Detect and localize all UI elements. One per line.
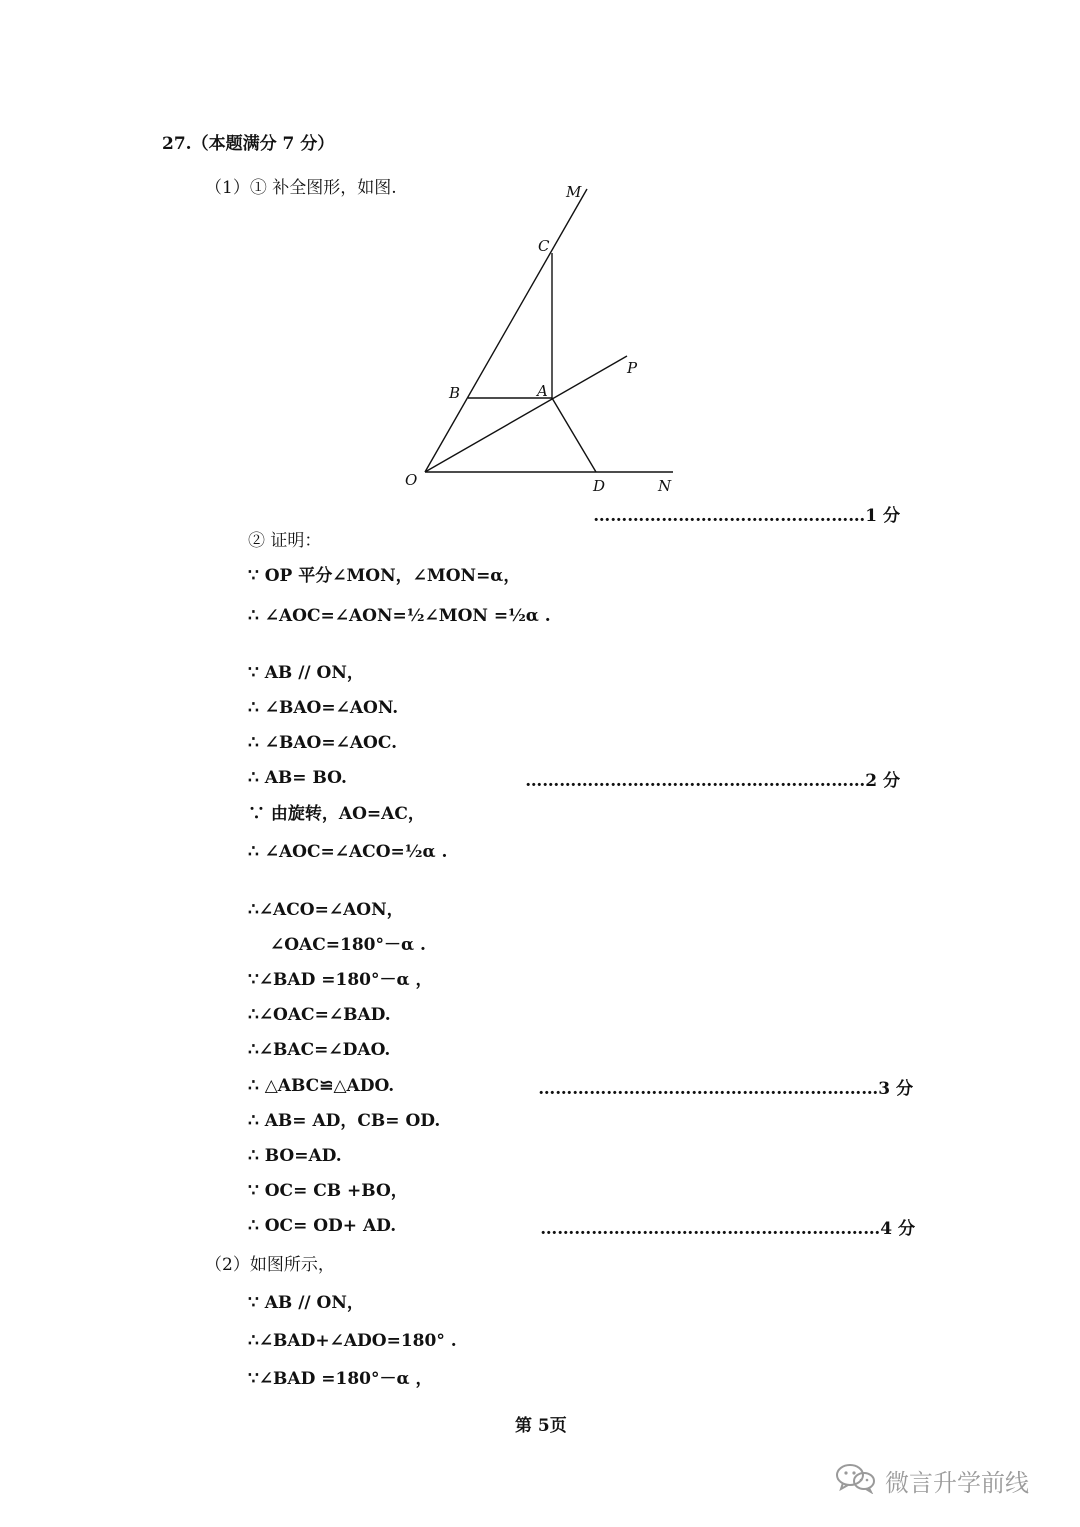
label-c: C xyxy=(538,237,550,255)
proof-line-1 xyxy=(248,566,520,586)
proof-line-18 xyxy=(248,1216,396,1236)
proof-line-text: ∵ OP 平分∠MON，∠MON=α， xyxy=(248,566,521,586)
proof-heading: ② 证明： xyxy=(248,531,322,551)
proof-line-text: ∵ 由旋转，AO=AC， xyxy=(248,804,425,824)
label-a: A xyxy=(537,382,548,400)
proof-line-16 xyxy=(248,1146,342,1166)
proof-line-2 xyxy=(248,606,551,626)
watermark-text: 微言升学前线 xyxy=(885,1468,1029,1497)
score-marker-3: ……………………………………………………3 分 xyxy=(538,1079,913,1099)
proof-line-10 xyxy=(270,935,426,955)
proof-line-text: ∵∠BAD =180°－α ， xyxy=(248,970,433,990)
part2-line-2 xyxy=(248,1331,457,1351)
proof-line-text: ∴∠ACO=∠AON， xyxy=(248,900,404,920)
label-d: D xyxy=(593,477,606,495)
proof-line-11 xyxy=(248,970,433,990)
segment-ad xyxy=(552,398,596,472)
proof-line-3 xyxy=(248,663,364,683)
proof-line-8 xyxy=(248,842,447,862)
label-o: O xyxy=(405,471,418,489)
proof-line-text: ∴ AB= AD，CB= OD. xyxy=(248,1111,441,1131)
label-p: P xyxy=(627,359,638,377)
proof-line-text: ∴ OC= OD+ AD. xyxy=(248,1216,397,1236)
proof-line-text: ∵∠BAD =180°－α ， xyxy=(248,1369,433,1389)
score-marker-1: …………………………………………1 分 xyxy=(593,506,900,526)
label-b: B xyxy=(449,384,461,402)
proof-line-15 xyxy=(248,1111,440,1131)
proof-line-7 xyxy=(248,804,425,824)
proof-line-text: ∴ AB= BO. xyxy=(248,768,347,788)
proof-line-text: ∵ OC= CB +BO， xyxy=(248,1181,408,1201)
ray-om xyxy=(425,189,587,472)
proof-line-text: ∵ AB // ON， xyxy=(248,663,364,683)
proof-line-text: ∴ ∠AOC=∠AON=½∠MON =½α . xyxy=(248,606,551,626)
proof-line-14 xyxy=(248,1076,394,1096)
part2-line-1 xyxy=(248,1293,364,1313)
label-m: M xyxy=(566,183,582,201)
proof-line-text: ∴∠OAC=∠BAD. xyxy=(248,1005,391,1025)
proof-line-13 xyxy=(248,1040,390,1060)
proof-line-text: ∴ ∠AOC=∠ACO=½α . xyxy=(248,842,448,862)
proof-line-text: ∴∠BAD+∠ADO=180° . xyxy=(248,1331,457,1351)
proof-line-text: ∴∠BAC=∠DAO. xyxy=(248,1040,391,1060)
proof-line-text: ∵ AB // ON， xyxy=(248,1293,364,1313)
score-marker-2: ……………………………………………………2 分 xyxy=(525,771,900,791)
part1-intro: （1）① 补全图形，如图. xyxy=(205,178,397,198)
proof-line-9 xyxy=(248,900,404,920)
score-marker-4: ……………………………………………………4 分 xyxy=(540,1219,915,1239)
label-n: N xyxy=(658,477,672,495)
wechat-icon xyxy=(835,1462,877,1498)
geometry-figure xyxy=(395,175,695,500)
proof-line-6 xyxy=(248,768,347,788)
page-number: 第 5页 xyxy=(515,1416,567,1436)
proof-line-4 xyxy=(248,698,398,718)
part2-intro: （2）如图所示， xyxy=(205,1255,335,1275)
proof-line-5 xyxy=(248,733,397,753)
proof-line-text: ∴ △ABC≌△ADO. xyxy=(248,1076,395,1096)
proof-line-17 xyxy=(248,1181,408,1201)
proof-line-text: ∴ BO=AD. xyxy=(248,1146,342,1166)
proof-line-text: ∴ ∠BAO=∠AON. xyxy=(248,698,399,718)
question-title: 27.（本题满分 7 分） xyxy=(162,134,335,154)
watermark xyxy=(835,1462,1029,1498)
proof-line-text: ∠OAC=180°－α . xyxy=(270,935,426,955)
ray-op xyxy=(425,356,627,472)
proof-line-12 xyxy=(248,1005,391,1025)
proof-line-text: ∴ ∠BAO=∠AOC. xyxy=(248,733,397,753)
part2-line-3 xyxy=(248,1369,433,1389)
